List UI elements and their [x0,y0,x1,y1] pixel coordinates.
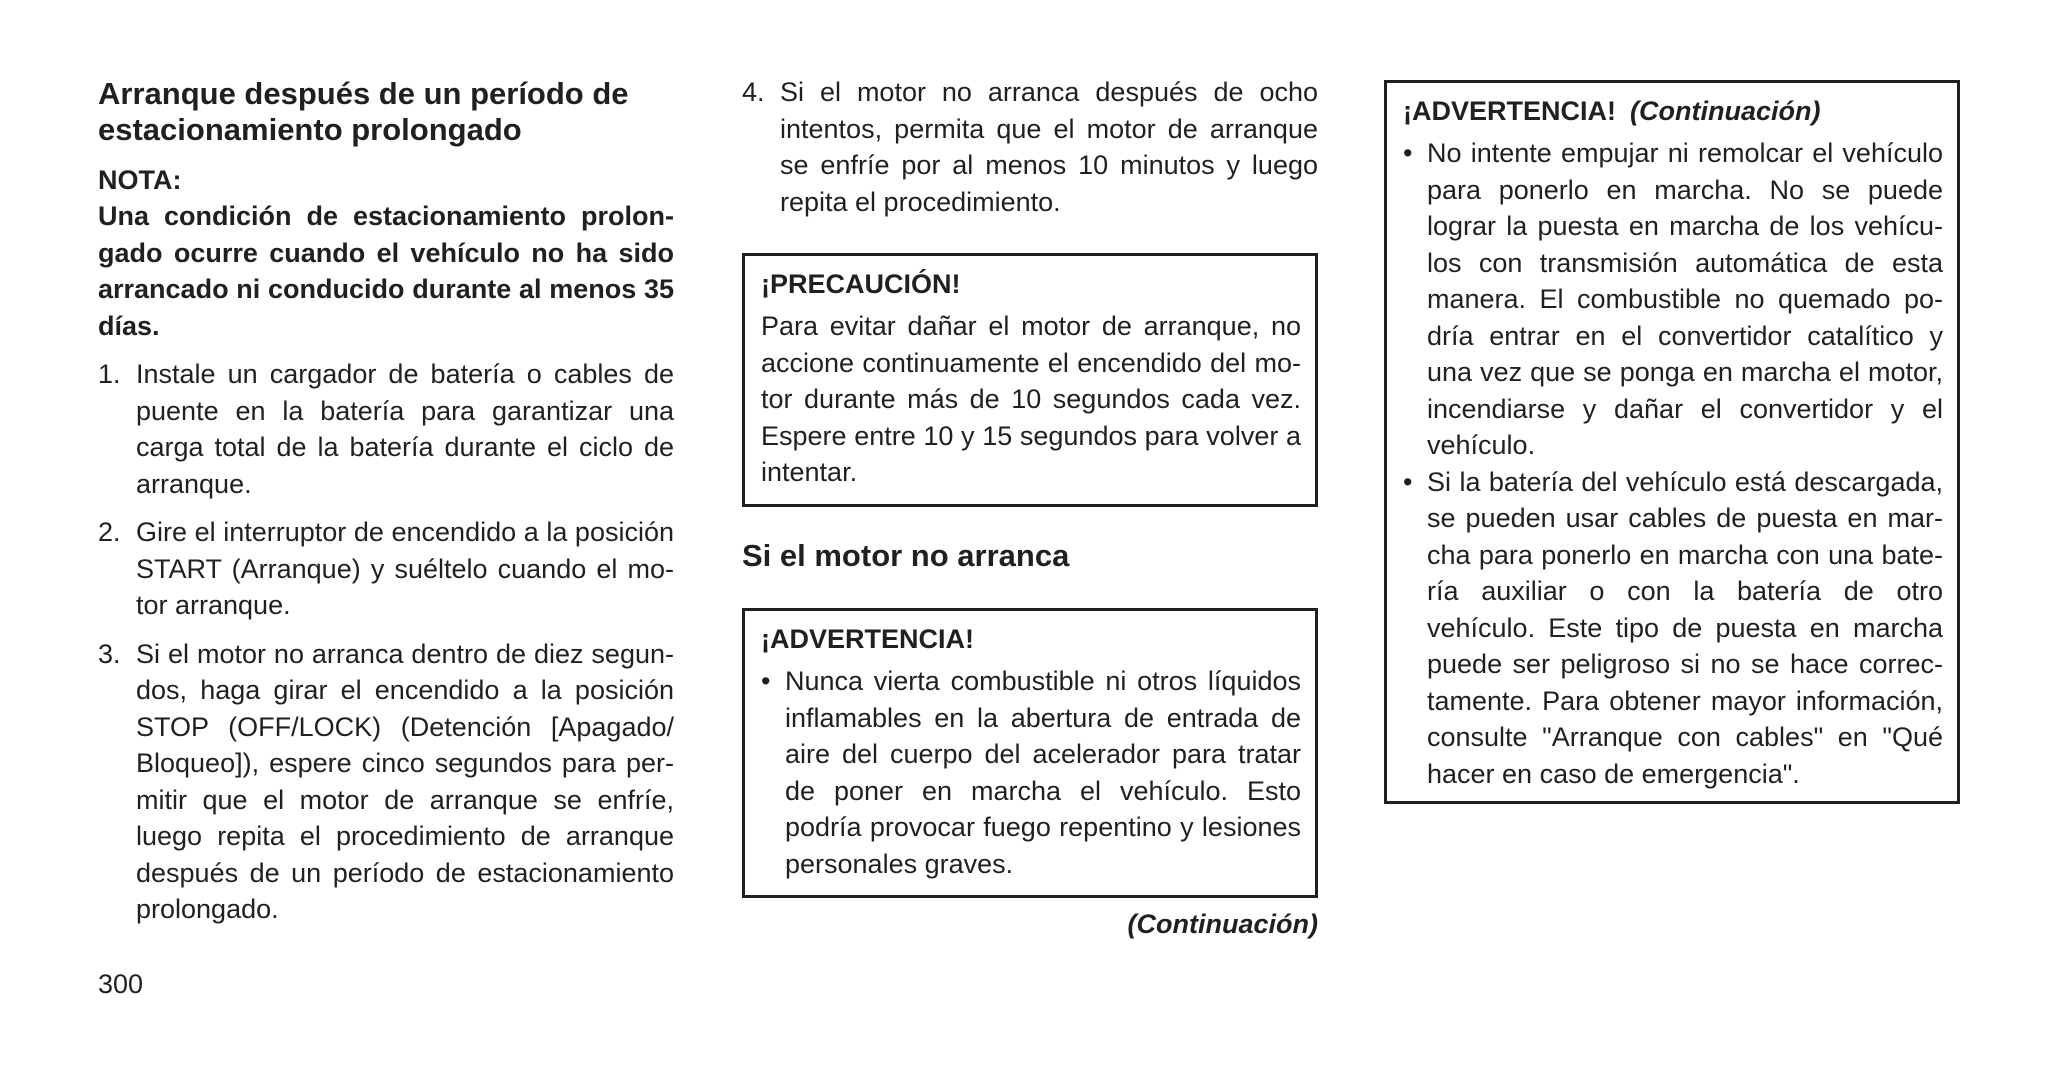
warning-bullet-text: Nunca vierta combustible ni otros líquidos inflamables en la abertura de entrada de aire del cuerpo del acelerador para tratar de poner en marcha el vehículo. Esto podría provocar fuego repentino y lesiones personales graves. [785,666,1301,879]
step-number: 3. [98,638,121,669]
step-text: Si el motor no arranca después de ocho intentos, permita que el motor de arranque se enfríe por al menos 10 minutos y luego repita el procedimiento. [780,77,1318,217]
step-item [98,356,674,502]
step-text: Si el motor no arranca dentro de diez segun-dos, haga girar el encendido a la posición STOP (OFF/LOCK) (Detención [Apagado/ Bloqueo]), espere cinco segundos para per-mitir que el motor de arranque se enfríe, luego repita el procedimiento de arranque después de un período de estacionamiento prolongado. [136,638,674,924]
warning-bullet-item [1403,135,1943,464]
bullet-glyph: • [1403,138,1413,168]
caution-title: ¡PRECAUCIÓN! [761,269,961,299]
warning-bullet-text: Si la batería del vehículo está descargada, se pueden usar cables de puesta en mar-cha para ponerlo en marcha con una bate-ría auxiliar o con la batería de otro vehículo. Este tipo de puesta en marcha puede ser peligroso si no se hace correc-tamente. Para obtener mayor información, consulte "Arranque con cables" en "Qué hacer en caso de emergencia". [1427,466,1943,789]
step-text: Gire el interruptor de encendido a la posición START (Arranque) y suéltelo cuando el mo-tor arranque. [136,517,674,620]
bullet-glyph: • [761,666,771,696]
step-number: 2. [98,517,121,547]
warning-title-continuation: (Continuación) [1630,96,1821,126]
warning-title: ¡ADVERTENCIA! [1403,96,1616,126]
warning-bullets [1403,135,1943,792]
step-text: Instale un cargador de batería o cables de puente en la batería para garantizar una carga total de la batería durante el ciclo de arranque. [136,359,674,499]
warning-bullet-text: No intente empujar ni remolcar el vehículo para ponerlo en marcha. No se puede lograr la puesta en marcha de los vehícu-los con transmisión automática de esta manera. El combustible no quemado po-dría entrar en el convertidor catalítico y una vez que se ponga en marcha el motor, incendiarse y dañar el convertidor y el vehículo. [1427,138,1943,460]
warning-bullet-item [1403,464,1943,793]
warning-continued-box [1384,80,1960,804]
warning-bullet-item [761,663,1301,882]
step-item [742,74,1318,220]
procedure-steps [98,356,674,940]
warning-continued-title [1403,93,1943,129]
note-text: Una condición de estacionamiento prolon-gado ocurre cuando el vehículo no ha sido arrancado ni conducido durante al menos 35 días. [98,201,674,341]
warning-bullets [761,663,1301,882]
step-number: 1. [98,359,121,389]
warning-box [742,608,1318,898]
warning-title: ¡ADVERTENCIA! [761,624,974,654]
caution-box [742,253,1318,507]
continuation-label: (Continuación) [1127,909,1318,939]
step-item [98,514,674,624]
bullet-glyph: • [1403,466,1413,497]
subsection-title: Si el motor no arranca [742,538,1070,573]
procedure-steps-continued [742,74,1318,232]
caution-text: Para evitar dañar el motor de arranque, no accione continuamente el encendido del mo-tor durante más de 10 segundos cada vez. Espere entre 10 y 15 segundos para volver a intentar. [761,311,1301,487]
section-title: Arranque después de un período de estacionamiento prolongado [98,76,629,147]
step-item [98,636,674,928]
step-number: 4. [742,77,765,107]
note-label: NOTA: [98,165,182,195]
page-number: 300 [98,969,144,999]
